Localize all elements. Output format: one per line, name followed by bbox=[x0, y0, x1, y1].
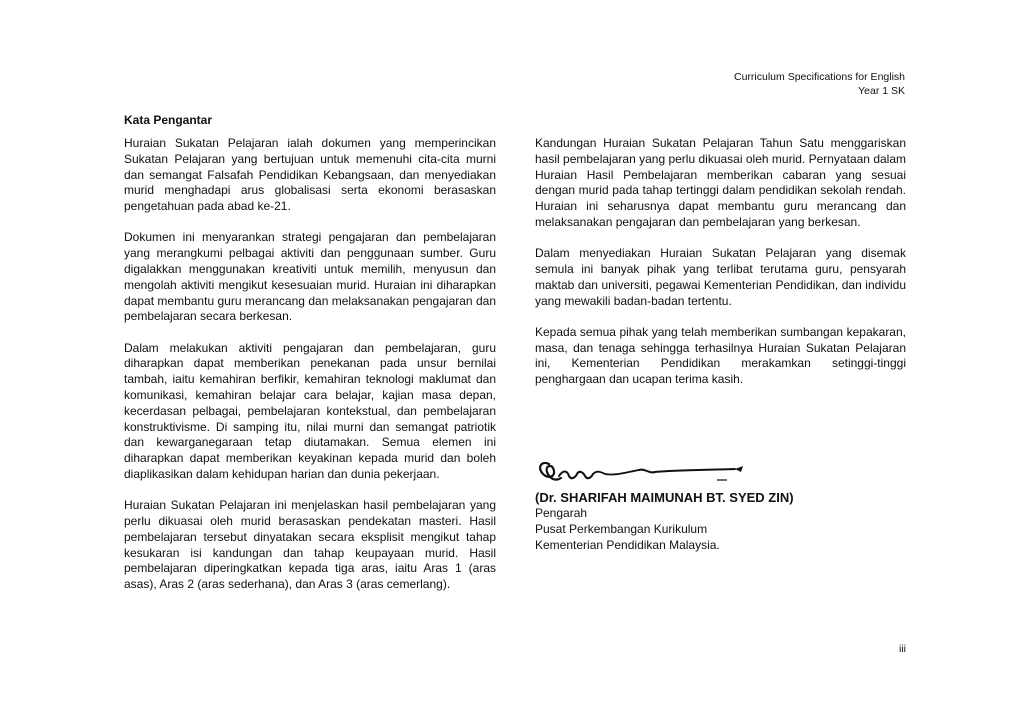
section-title: Kata Pengantar bbox=[124, 113, 213, 127]
paragraph: Huraian Sukatan Pelajaran ialah dokumen yang memperincikan Sukatan Pelajaran yang bertujuan untuk memenuhi cita-cita murni dan semangat Falsafah Pendidikan Kebangsaan, dan menyediakan murid menghadapi arus globalisasi serta ekonomi berasaskan pengetahuan pada abad ke-21. bbox=[124, 136, 496, 214]
signature-icon bbox=[535, 452, 795, 492]
paragraph: Dalam menyediakan Huraian Sukatan Pelajaran yang disemak semula ini banyak pihak yang terlibat terutama guru, pensyarah maktab dan universiti, pegawai Kementerian Pendidikan, dan individu yang mewakili badan-badan tertentu. bbox=[535, 246, 906, 308]
signatory-name: (Dr. SHARIFAH MAIMUNAH BT. SYED ZIN) bbox=[535, 490, 794, 505]
paragraph: Dalam melakukan aktiviti pengajaran dan pembelajaran, guru diharapkan dapat memberikan penekanan pada unsur bernilai tambah, iaitu kemahiran berfikir, kemahiran teknologi maklumat dan komunikasi, kemahiran belajar cara belajar, kajian masa depan, kecerdasan pelbagai, pembelajaran kontekstual, dan pembelajaran konstruktivisme. Di samping itu, nilai murni dan semangat patriotik dan kewarganegaraan tetap diutamakan. Semua elemen ini diharapkan dapat memberikan keyakinan kepada murid dan boleh diaplikasikan dalam kehidupan harian dan dunia pekerjaan. bbox=[124, 340, 496, 481]
paragraph: Kepada semua pihak yang telah memberikan sumbangan kepakaran, masa, dan tenaga sehingga terhasilnya Huraian Sukatan Pelajaran ini, Kementerian Pendidikan merakamkan setinggi-tinggi penghargaan dan ucapan terima kasih. bbox=[535, 324, 906, 387]
signatory-department: Pusat Perkembangan Kurikulum bbox=[535, 522, 708, 536]
paragraph: Kandungan Huraian Sukatan Pelajaran Tahun Satu menggariskan hasil pembelajaran yang perlu dikuasai oleh murid. Pernyataan dalam Huraian Hasil Pembelajaran memberikan cabaran yang sesuai dengan murid pada tahap tertinggi dalam pendidikan sekolah rendah. Huraian ini seharusnya dapat membantu guru merancang dan melaksanakan pengajaran dan pembelajaran yang berkesan. bbox=[535, 136, 906, 229]
signature-image bbox=[535, 452, 795, 492]
header-title: Curriculum Specifications for English bbox=[734, 71, 905, 83]
right-column bbox=[535, 136, 906, 403]
header-subtitle: Year 1 SK bbox=[858, 85, 905, 97]
signatory-position: Pengarah bbox=[535, 506, 588, 520]
signatory-ministry: Kementerian Pendidikan Malaysia. bbox=[535, 538, 720, 552]
document-header bbox=[734, 70, 905, 98]
signatory-details bbox=[535, 505, 720, 553]
left-column bbox=[124, 136, 496, 608]
paragraph: Huraian Sukatan Pelajaran ini menjelaskan hasil pembelajaran yang perlu dikuasai oleh murid berasaskan pendekatan masteri. Hasil pembelajaran tersebut dinyatakan secara eksplisit mengikut tahap kesukaran isi kandungan dan tahap keupayaan murid. Hasil pembelajaran diperingkatkan kepada tiga aras, iaitu Aras 1 (aras asas), Aras 2 (aras sederhana), dan Aras 3 (aras cemerlang). bbox=[124, 498, 496, 592]
page-number: iii bbox=[899, 643, 906, 655]
paragraph: Dokumen ini menyarankan strategi pengajaran dan pembelajaran yang merangkumi pelbagai aktiviti dan penggunaan sumber. Guru digalakkan menggunakan kreativiti untuk memilih, menyusun dan mengolah aktiviti mengikut kesesuaian murid. Huraian ini diharapkan dapat membantu guru merancang dan melaksanakan pengajaran dan pembelajaran secara berkesan. bbox=[124, 230, 496, 324]
